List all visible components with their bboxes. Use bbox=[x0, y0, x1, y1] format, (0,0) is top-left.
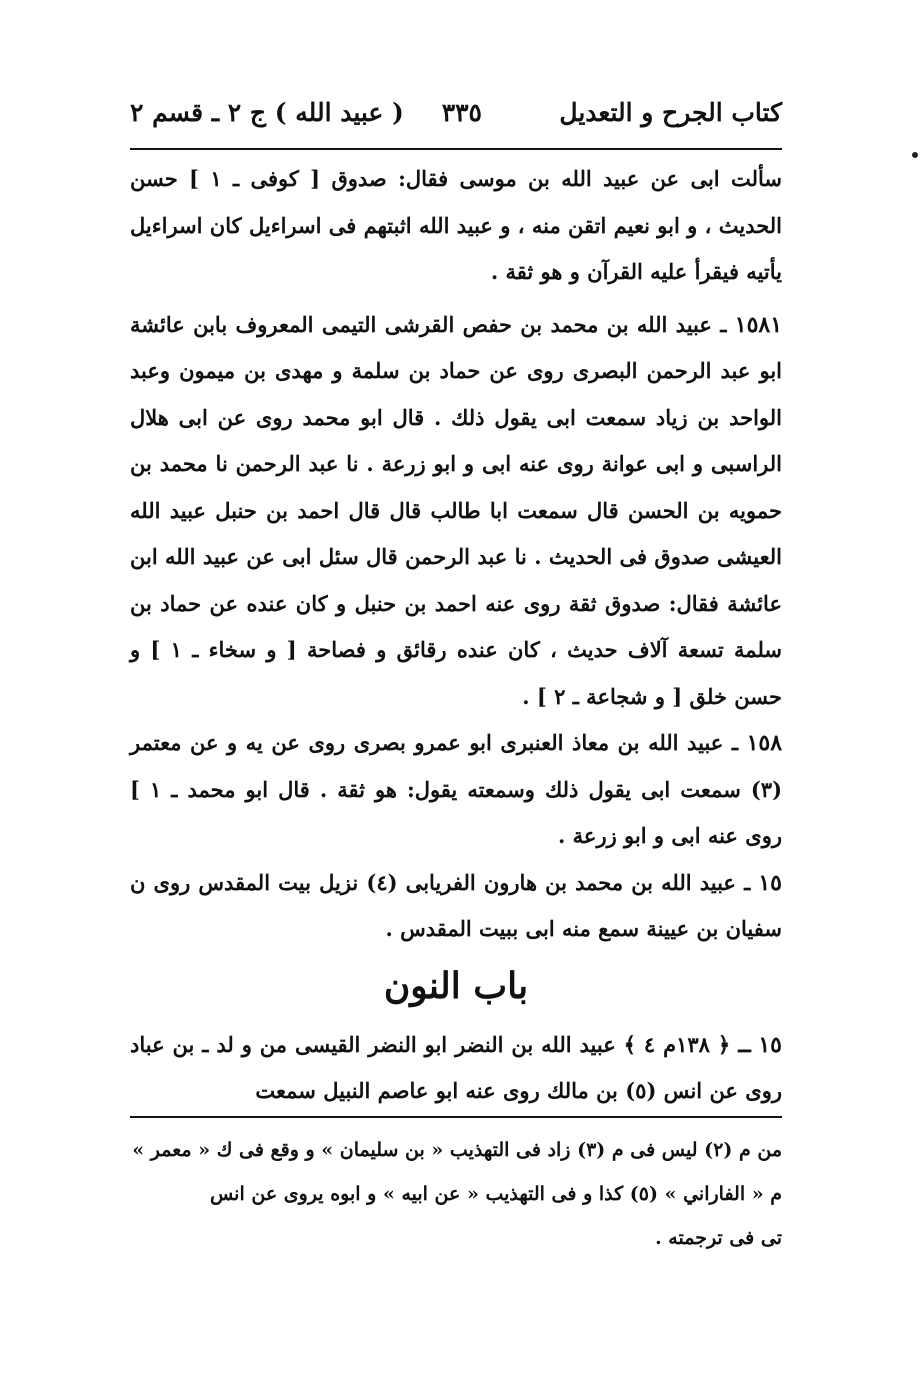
entry-158x bbox=[130, 720, 782, 860]
entry-number: ١٥٨١ bbox=[734, 311, 783, 338]
header-rule bbox=[130, 148, 782, 150]
entry-continuation: سألت ابى عن عبيد الله بن موسى فقال: صدوق [ كوفى ـ ١ ] حسن الحديث ، و ابو نعيم اتقن منه ، و عبيد الله اثبتهم فى اسراءيل كان اسراءيل يأتيه فيقرأ عليه القرآن و هو ثقة . bbox=[130, 166, 782, 284]
entry-number: ١٥ bbox=[758, 1032, 782, 1058]
entry-text: ـ ﴿ ١٣٨م ٤ ﴾ عبيد الله بن النضر ابو النضر القيسى من و لد ـ بن عباد روى عن انس (٥) بن مالك روى عنه ابو عاصم النبيل سمعت bbox=[130, 1032, 782, 1103]
entry-1581 bbox=[130, 302, 782, 721]
entry-number: ١٥٨ bbox=[746, 730, 783, 756]
scan-speck bbox=[912, 152, 918, 158]
main-text bbox=[130, 156, 782, 953]
page-number: ٣٣٥ bbox=[441, 98, 482, 127]
footnote-line: م « الفاراني » (٥) كذا و فى التهذيب « عن ابيه » و ابوه يروى عن انس bbox=[209, 1183, 782, 1205]
section-label: ( عبيد الله ) ج ٢ ـ قسم ٢ bbox=[130, 98, 404, 127]
footnote-line: تى فى ترجمته . bbox=[655, 1227, 782, 1249]
footnote-rule bbox=[130, 1116, 782, 1118]
entry-text: ـ عبيد الله بن محمد بن هارون الفريابى (٤) نزيل بيت المقدس روى ن سفيان بن عيينة سمع منه ابى ببيت المقدس . bbox=[130, 869, 782, 941]
entry-nun bbox=[130, 1022, 782, 1114]
footnote-line: من م (٢) ليس فى م (٣) زاد فى التهذيب « بن سليمان » و وقع فى ك « معمر » bbox=[132, 1139, 782, 1161]
chapter-title: باب النون bbox=[383, 965, 529, 1007]
entry-text: ـ عبيد الله بن محمد بن حفص القرشى التيمى المعروف بابن عائشة ابو عبد الرحمن البصرى روى عن حماد بن سلمة و مهدى بن ميمون وعبد الواحد بن زياد سمعت ابى يقول ذلك . قال ابو محمد روى عن ابى هلال الراسبى و ابى عوانة روى عنه ابى و ابو زرعة . نا عبد الرحمن نا محمد بن حمويه بن الحسن قال سمعت ابا طالب قال قال احمد بن حنبل عبيد الله العيشى صدوق فى الحديث . نا عبد الرحمن قال سئل ابى عن عبيد الله ابن عائشة فقال: صدوق ثقة روى عنه احمد بن حنبل و كان عنده عن حماد بن سلمة تسعة آلاف حديث ، كان عنده رقائق و فصاحة [ و سخاء ـ ١ ] و حسن خلق [ و شجاعة ـ ٢ ] . bbox=[130, 311, 782, 709]
book-title: كتاب الجرح و التعديل bbox=[559, 98, 782, 127]
entry-text: ـ عبيد الله بن معاذ العنبرى ابو عمرو بصرى روى عن يه و عن معتمر (٣) سمعت ابى يقول ذلك وسمعته يقول: هو ثقة . قال ابو محمد ـ ١ ] روى عنه ابى و ابو زرعة . bbox=[130, 730, 782, 848]
footnotes bbox=[130, 1128, 782, 1260]
running-header bbox=[130, 92, 782, 142]
entry-15x bbox=[130, 860, 782, 953]
chapter-text bbox=[130, 1022, 782, 1114]
entry-number: ١٥ bbox=[758, 869, 782, 896]
